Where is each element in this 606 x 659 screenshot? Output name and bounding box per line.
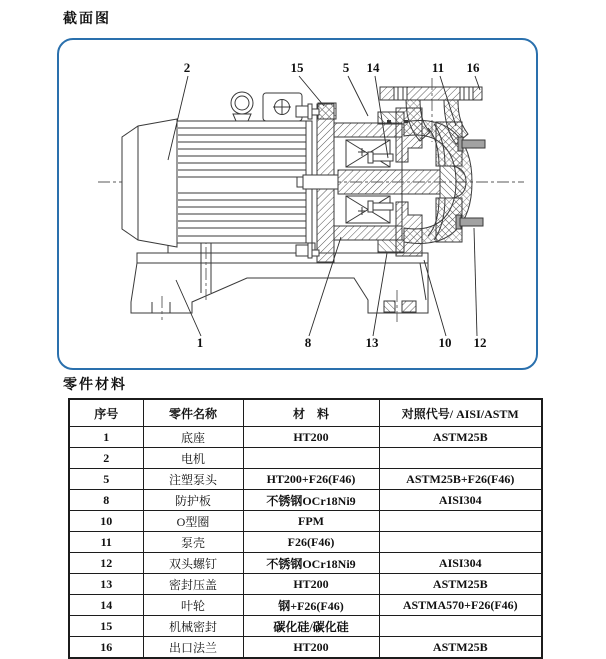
callout-label: 5 xyxy=(342,60,350,75)
cell-part-name: 注塑泵头 xyxy=(143,469,243,490)
cell-material: 碳化硅/碳化硅 xyxy=(243,616,379,637)
cell-material: HT200 xyxy=(243,637,379,659)
cell-material: FPM xyxy=(243,511,379,532)
callout-label: 14 xyxy=(366,60,380,75)
cell-material: 不锈钢OCr18Ni9 xyxy=(243,490,379,511)
cell-seq: 5 xyxy=(69,469,143,490)
header-code: 对照代号/ AISI/ASTM xyxy=(379,399,542,427)
cell-material: 不锈钢OCr18Ni9 xyxy=(243,553,379,574)
cell-seq: 13 xyxy=(69,574,143,595)
callout-label: 12 xyxy=(473,335,487,350)
parts-material-table xyxy=(68,398,543,659)
cell-material: HT200 xyxy=(243,427,379,448)
gland-bolt-upper xyxy=(368,152,393,163)
callout-leader xyxy=(299,76,324,106)
cell-code: ASTM25B xyxy=(379,427,542,448)
callout-label: 1 xyxy=(196,335,204,350)
cell-part-name: 防护板 xyxy=(143,490,243,511)
cell-part-name: 泵壳 xyxy=(143,532,243,553)
cell-material: HT200+F26(F46) xyxy=(243,469,379,490)
cell-code: ASTMA570+F26(F46) xyxy=(379,595,542,616)
stud-lower xyxy=(456,215,483,229)
table-row xyxy=(69,511,542,532)
cell-part-name: 机械密封 xyxy=(143,616,243,637)
header-part-name: 零件名称 xyxy=(143,399,243,427)
lifting-eye xyxy=(231,92,253,121)
header-seq: 序号 xyxy=(69,399,143,427)
header-material: 材 料 xyxy=(243,399,379,427)
stud-upper xyxy=(458,137,485,151)
table-row xyxy=(69,532,542,553)
callout-label: 16 xyxy=(466,60,480,75)
shield-plate-upper xyxy=(334,123,402,137)
table-row xyxy=(69,553,542,574)
callout-label: 2 xyxy=(183,60,191,75)
bracket-bolt-top xyxy=(296,104,319,119)
table-row xyxy=(69,637,542,659)
cell-part-name: 密封压盖 xyxy=(143,574,243,595)
cell-code xyxy=(379,511,542,532)
section-title-cross-section: 截面图 xyxy=(63,10,111,26)
cell-seq: 10 xyxy=(69,511,143,532)
callout-label: 10 xyxy=(438,335,452,350)
cell-code: ASTM25B xyxy=(379,574,542,595)
motor-body xyxy=(177,121,312,243)
cell-code: ASTM25B xyxy=(379,637,542,659)
cell-seq: 11 xyxy=(69,532,143,553)
motor xyxy=(122,92,312,247)
table-header-row xyxy=(69,399,542,427)
cell-material: F26(F46) xyxy=(243,532,379,553)
mechanical-seal xyxy=(318,103,336,119)
section-title-parts-material: 零件材料 xyxy=(63,376,127,392)
table-row xyxy=(69,616,542,637)
callout-leader xyxy=(348,76,368,116)
table-row xyxy=(69,574,542,595)
cell-seq: 1 xyxy=(69,427,143,448)
cell-part-name: 底座 xyxy=(143,427,243,448)
cell-seq: 14 xyxy=(69,595,143,616)
cell-part-name: 电机 xyxy=(143,448,243,469)
motor-fan-cover xyxy=(122,119,177,247)
cell-code xyxy=(379,532,542,553)
cell-seq: 16 xyxy=(69,637,143,659)
cell-part-name: 双头螺钉 xyxy=(143,553,243,574)
callout-label: 8 xyxy=(304,335,312,350)
cell-part-name: O型圈 xyxy=(143,511,243,532)
gland-bolt-lower xyxy=(368,201,393,212)
callout-leader xyxy=(474,228,477,336)
cell-material xyxy=(243,448,379,469)
cell-seq: 8 xyxy=(69,490,143,511)
cell-code xyxy=(379,616,542,637)
cell-code: AISI304 xyxy=(379,553,542,574)
seal-gland xyxy=(378,240,404,252)
callout-label: 13 xyxy=(365,335,379,350)
table-row xyxy=(69,427,542,448)
table-row xyxy=(69,595,542,616)
cell-code xyxy=(379,448,542,469)
callout-label: 11 xyxy=(431,60,445,75)
cell-seq: 12 xyxy=(69,553,143,574)
bracket-bolt-bottom xyxy=(296,243,319,258)
cell-part-name: 叶轮 xyxy=(143,595,243,616)
shield-plate-lower xyxy=(334,226,402,240)
cell-seq: 2 xyxy=(69,448,143,469)
cell-material: HT200 xyxy=(243,574,379,595)
callout-label: 15 xyxy=(290,60,304,75)
cell-code: AISI304 xyxy=(379,490,542,511)
table-row xyxy=(69,469,542,490)
cell-part-name: 出口法兰 xyxy=(143,637,243,659)
cell-material: 钢+F26(F46) xyxy=(243,595,379,616)
table-row xyxy=(69,490,542,511)
cell-seq: 15 xyxy=(69,616,143,637)
table-row xyxy=(69,448,542,469)
cell-code: ASTM25B+F26(F46) xyxy=(379,469,542,490)
